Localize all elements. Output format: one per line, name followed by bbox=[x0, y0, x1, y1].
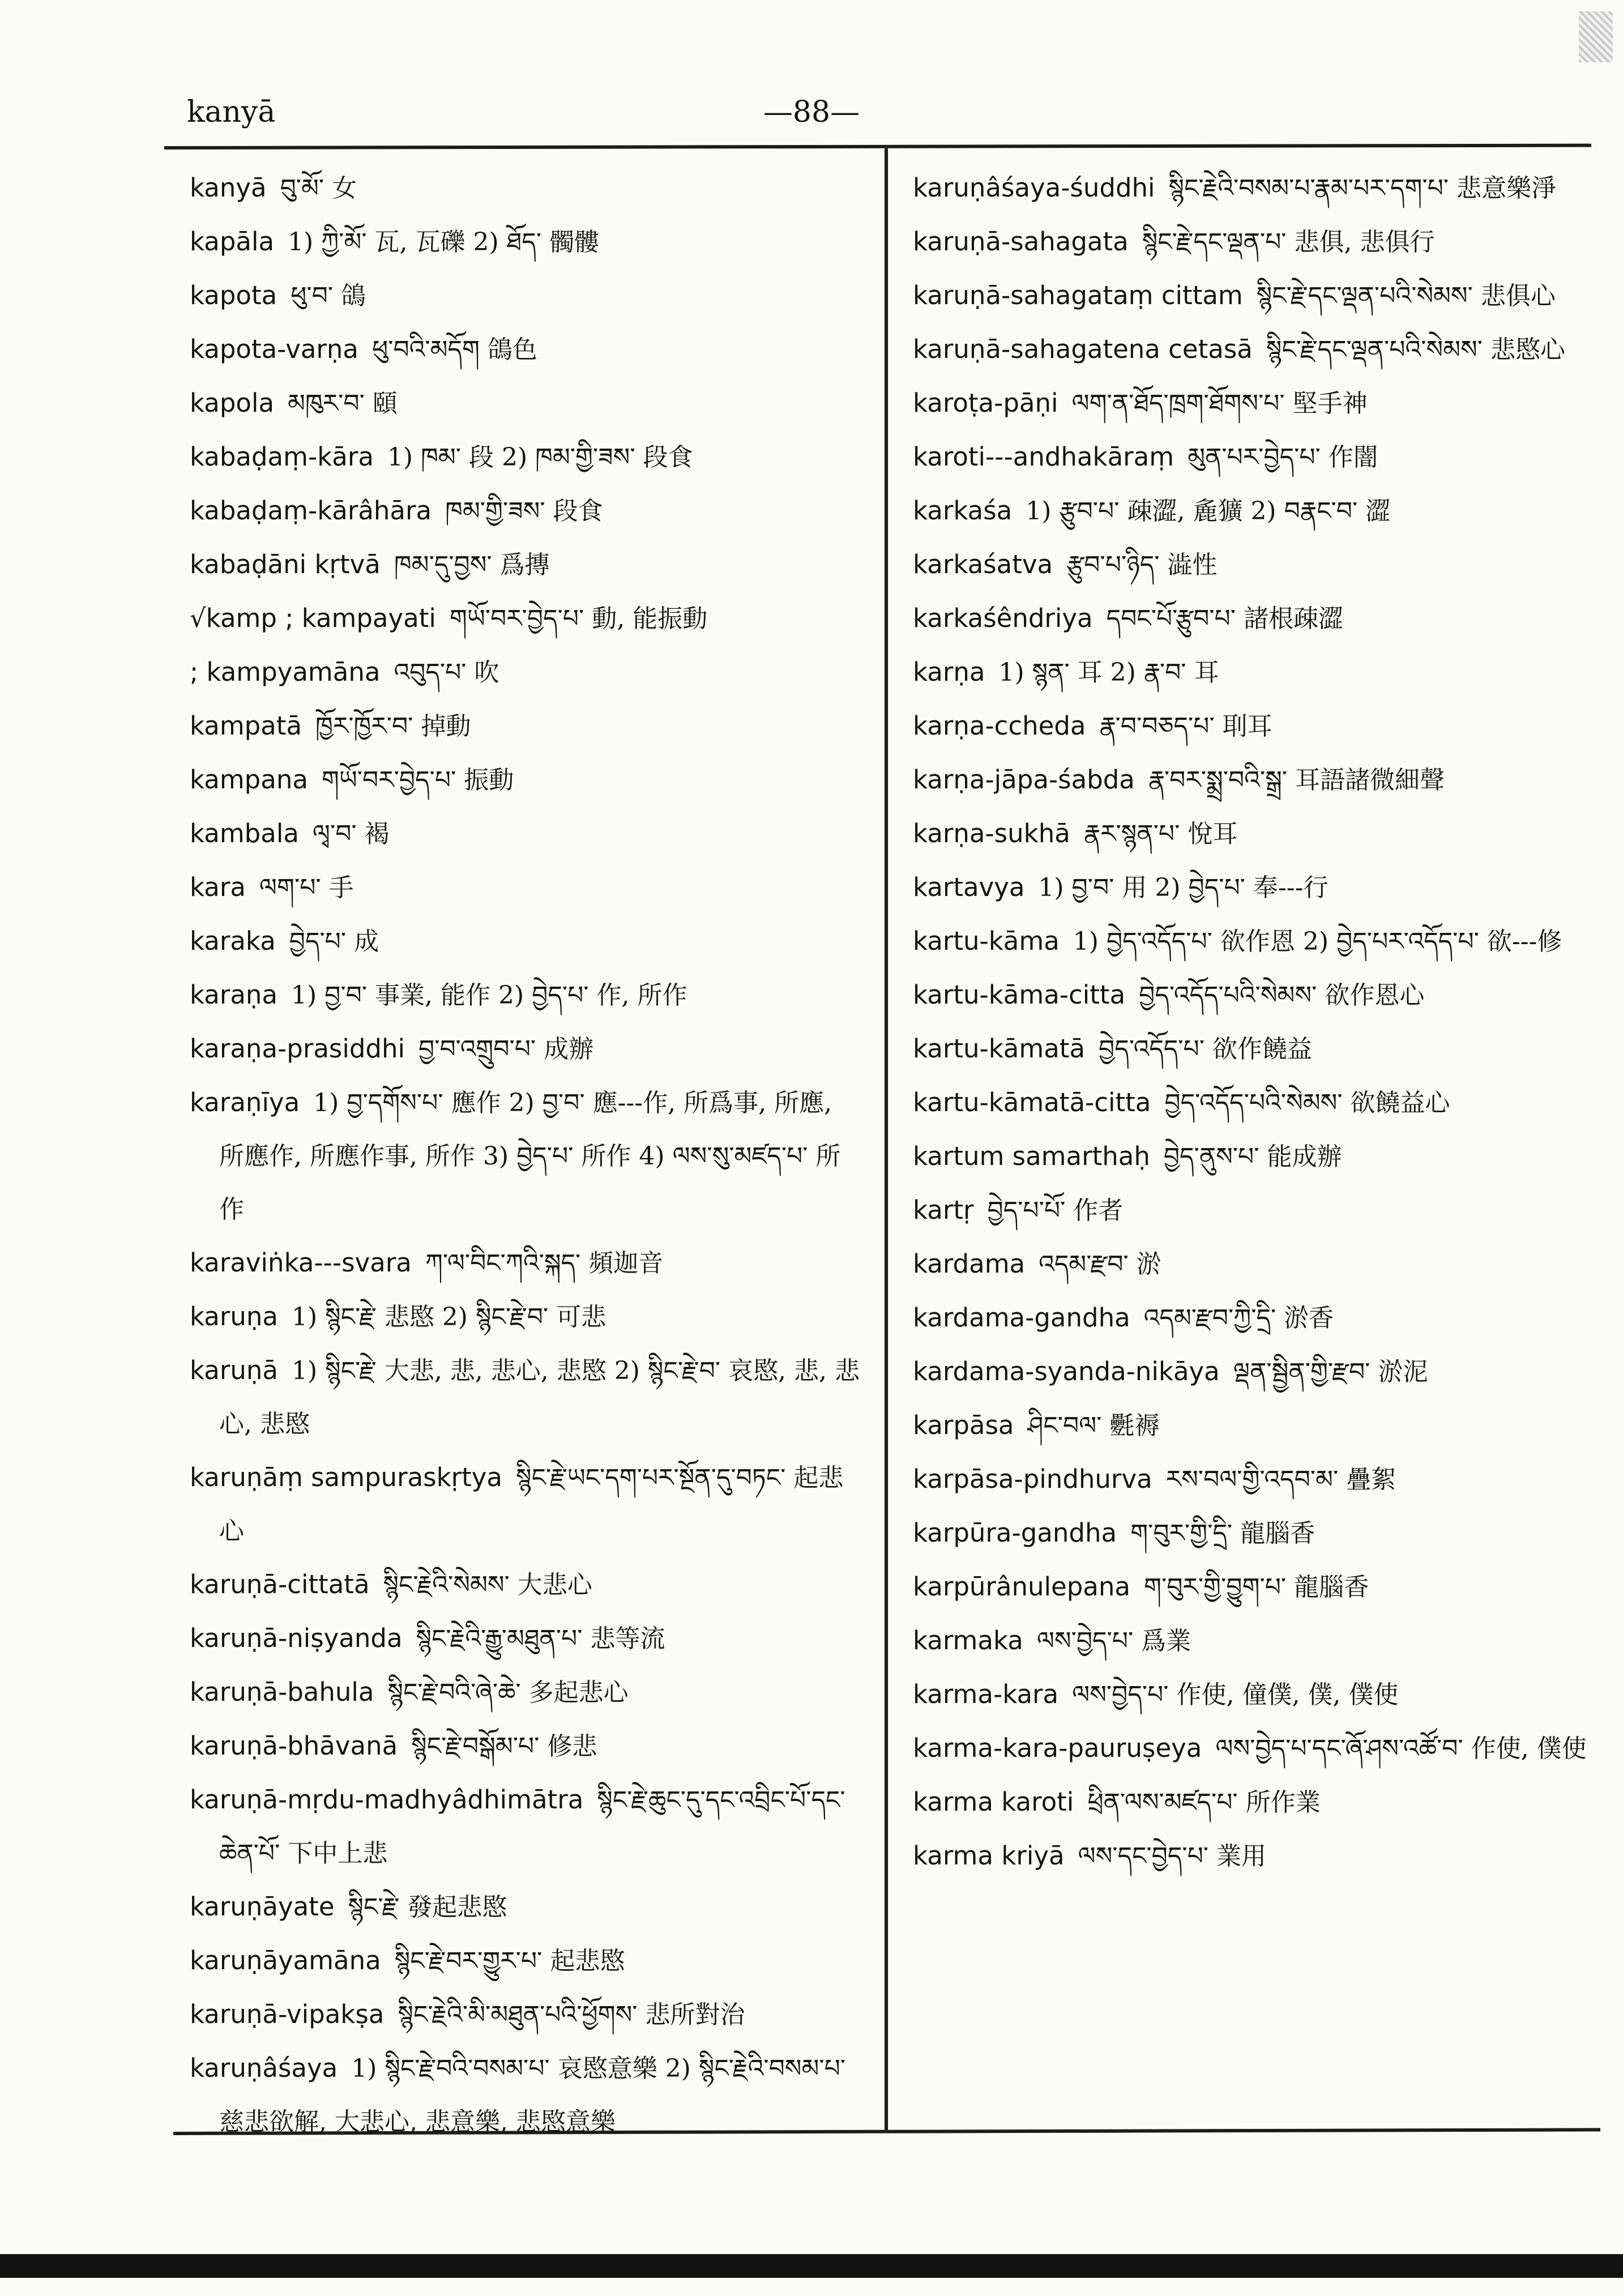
entry-definition: ཕུ་བའི་མདོག 鴿色 bbox=[372, 335, 537, 364]
entry-headword: karaka bbox=[190, 926, 276, 956]
entry-definition: གཡོ་བར་བྱེད་པ་ 動, 能振動 bbox=[449, 604, 708, 633]
entry-headword: kardama-syanda-nikāya bbox=[913, 1356, 1220, 1386]
entry-definition: ཁྱོར་ཁྱོར་བ་ 掉動 bbox=[315, 712, 471, 741]
entry-definition: འདམ་རྫབ་ཀྱི་དྲི་ 淤香 bbox=[1143, 1304, 1334, 1333]
entry-definition: 1) རྩུབ་པ་ 疎澀, 麁獷 2) བརྣང་བ་ 澀 bbox=[1026, 497, 1391, 526]
entry-definition: བྱེད་འདོད་པ་ 欲作饒益 bbox=[1099, 1035, 1312, 1064]
entry-headword: karuṇā-sahagatena cetasā bbox=[913, 334, 1253, 364]
entry-definition: བྱེད་འདོད་པའི་སེམས་ 欲作恩心 bbox=[1139, 981, 1425, 1010]
entry-headword: kardama-gandha bbox=[913, 1303, 1130, 1333]
entry-definition: ཕུ་བ་ 鴿 bbox=[291, 281, 366, 310]
dictionary-entry bbox=[190, 968, 864, 1022]
dictionary-entry bbox=[190, 1988, 864, 2042]
entry-definition: ཀ་ལ་བིང་ཀའི་སྐད་ 頻迦音 bbox=[425, 1249, 664, 1278]
dictionary-entry bbox=[190, 1076, 864, 1236]
entry-headword: karpāsa bbox=[913, 1410, 1014, 1440]
entry-headword: karoti---andhakāraṃ bbox=[913, 442, 1174, 472]
entry-definition: འབུད་པ་ 吹 bbox=[394, 658, 499, 687]
entry-definition: མཁུར་བ་ 頤 bbox=[288, 389, 398, 418]
dictionary-entry bbox=[190, 1451, 864, 1558]
entry-headword: kartṛ bbox=[913, 1195, 974, 1225]
entry-definition: 1) བྱེད་འདོད་པ་ 欲作恩 2) བྱེད་པར་འདོད་པ་ 欲---修 bbox=[1073, 927, 1562, 956]
entry-headword: ; kampyamāna bbox=[190, 657, 381, 687]
entry-headword: karṇa-jāpa-śabda bbox=[913, 765, 1135, 795]
entry-definition: འདམ་རྫབ་ 淤 bbox=[1039, 1250, 1161, 1279]
top-rule bbox=[164, 144, 1591, 150]
dictionary-entry bbox=[190, 1719, 864, 1773]
entry-definition: སྙིང་རྗེའི་བསམ་པ་རྣམ་པར་དག་པ་ 悲意樂淨 bbox=[1168, 174, 1557, 203]
dictionary-entry bbox=[913, 161, 1587, 215]
page-number: —88— bbox=[763, 95, 860, 129]
entry-headword: √kamp ; kampayati bbox=[190, 603, 436, 633]
entry-definition: 1) བྱ་བ་ 用 2) བྱེད་པ་ 奉---行 bbox=[1038, 873, 1329, 902]
entry-definition: དབང་པོ་རྩུབ་པ་ 諸根疎澀 bbox=[1106, 604, 1343, 633]
dictionary-entry bbox=[913, 269, 1587, 323]
entry-definition: ཕྲིན་ལས་མཛད་པ་ 所作業 bbox=[1087, 1788, 1321, 1817]
entry-definition: ག་བུར་གྱི་དྲི་ 龍腦香 bbox=[1130, 1519, 1316, 1548]
dictionary-entry bbox=[190, 753, 864, 807]
dictionary-entry bbox=[913, 377, 1587, 430]
scan-edge-bar bbox=[0, 2254, 1623, 2278]
entry-definition: 1) ཀྱི་མོ་ 瓦, 瓦礫 2) ཐོད་ 髑髏 bbox=[288, 228, 599, 257]
dictionary-entry bbox=[913, 699, 1587, 753]
entry-headword: kardama bbox=[913, 1249, 1026, 1279]
right-column bbox=[913, 161, 1587, 1883]
entry-definition: ལས་བྱེད་པ་ 爲業 bbox=[1036, 1627, 1191, 1655]
entry-definition: 1) སྙིང་རྗེ་ 悲愍 2) སྙིང་རྗེ་བ་ 可悲 bbox=[291, 1303, 607, 1331]
entry-definition: རྩུབ་པ་ཉིད་ 澁性 bbox=[1066, 550, 1218, 579]
entry-headword: karpūra-gandha bbox=[913, 1518, 1117, 1548]
entry-headword: karaṇīya bbox=[190, 1087, 300, 1117]
dictionary-entry bbox=[913, 646, 1587, 699]
entry-definition: སྙིང་རྗེའི་རྒྱུ་མཐུན་པ་ 悲等流 bbox=[416, 1624, 665, 1653]
entry-headword: kampana bbox=[190, 765, 308, 795]
dictionary-entry bbox=[913, 323, 1587, 377]
entry-definition: 1) སྙིང་རྗེ་བའི་བསམ་པ་ 哀愍意樂 2) སྙིང་རྗེའི་བསམ་པ་ 慈悲欲解, 大悲心, 悲意樂, 悲愍意樂 bbox=[219, 2054, 846, 2136]
entry-definition: ལས་བྱེད་པ་ 作使, 僮僕, 僕, 僕使 bbox=[1072, 1680, 1399, 1709]
dictionary-entry bbox=[913, 1453, 1587, 1507]
dictionary-entry bbox=[913, 215, 1587, 269]
dictionary-entry bbox=[190, 1236, 864, 1290]
entry-headword: kapota-varṇa bbox=[190, 334, 358, 364]
entry-headword: karuṇā-niṣyanda bbox=[190, 1623, 403, 1653]
entry-headword: kapota bbox=[190, 280, 277, 310]
dictionary-entry bbox=[913, 1345, 1587, 1399]
entry-definition: སྙིང་རྗེའི་སེམས་ 大悲心 bbox=[383, 1571, 592, 1599]
entry-definition: སྙིང་རྗེ་ཆུང་དུ་དང་འབྲིང་པོ་དང་ཆེན་པོ་ 下中上悲 bbox=[219, 1786, 845, 1868]
dictionary-entry bbox=[913, 1776, 1587, 1829]
entry-definition: རྣར་སྙན་པ་ 悅耳 bbox=[1083, 820, 1238, 848]
entry-headword: karuṇā-vipakṣa bbox=[190, 1999, 385, 2029]
entry-headword: karpūrânulepana bbox=[913, 1572, 1130, 1602]
running-head: kanyā bbox=[187, 95, 276, 129]
entry-headword: kartu-kāmatā bbox=[913, 1034, 1086, 1064]
dictionary-entry bbox=[190, 430, 864, 484]
dictionary-entry bbox=[190, 592, 864, 646]
dictionary-entry bbox=[913, 1237, 1587, 1291]
entry-definition: ག་བུར་གྱི་བྱུག་པ་ 龍腦香 bbox=[1143, 1573, 1369, 1602]
entry-headword: kapola bbox=[190, 388, 275, 418]
dictionary-entry bbox=[913, 1184, 1587, 1237]
entry-headword: karuṇā bbox=[190, 1355, 278, 1385]
dictionary-entry bbox=[913, 861, 1587, 915]
dictionary-entry bbox=[190, 377, 864, 430]
entry-definition: སྙིང་རྗེ་ཡང་དག་པར་སྔོན་དུ་བཏང་ 起悲心 bbox=[219, 1463, 844, 1546]
dictionary-entry bbox=[190, 538, 864, 592]
dictionary-entry bbox=[190, 1773, 864, 1880]
entry-definition: གཡོ་བར་བྱེད་པ་ 振動 bbox=[321, 766, 514, 795]
entry-headword: karuṇā-sahagata bbox=[913, 227, 1129, 257]
dictionary-entry bbox=[913, 1614, 1587, 1668]
dictionary-entry bbox=[190, 1666, 864, 1719]
entry-headword: karkaśatva bbox=[913, 549, 1053, 579]
entry-headword: karuṇā-mṛdu-madhyâdhimātra bbox=[190, 1785, 584, 1815]
dictionary-entry bbox=[913, 592, 1587, 646]
entry-definition: བྱ་བ་འགྲུབ་པ་ 成辦 bbox=[418, 1035, 594, 1064]
entry-definition: བྱེད་འདོད་པའི་སེམས་ 欲饒益心 bbox=[1164, 1089, 1450, 1117]
entry-headword: karuṇā-sahagataṃ cittam bbox=[913, 280, 1243, 310]
dictionary-entry bbox=[913, 807, 1587, 861]
dictionary-entry bbox=[190, 861, 864, 915]
entry-headword: karaviṅka---svara bbox=[190, 1248, 412, 1278]
entry-headword: karma-kara-pauruṣeya bbox=[913, 1733, 1202, 1763]
entry-headword: karma kriyā bbox=[913, 1841, 1065, 1871]
entry-definition: ལག་ན་ཐོད་ཁྲག་ཐོགས་པ་ 堅手神 bbox=[1071, 389, 1368, 418]
entry-headword: kartum samarthaḥ bbox=[913, 1141, 1150, 1171]
entry-definition: བྱེད་ནུས་པ་ 能成辦 bbox=[1163, 1142, 1342, 1171]
entry-definition: སྙིང་རྗེ་དང་ལྡན་པའི་སེམས་ 悲俱心 bbox=[1256, 281, 1556, 310]
entry-definition: སྙིང་རྗེ་དང་ལྡན་པའི་སེམས་ 悲愍心 bbox=[1266, 335, 1565, 364]
entry-headword: kapāla bbox=[190, 227, 275, 257]
entry-definition: ལས་བྱེད་པ་དང་ཞོ་ཤས་འཚོ་བ་ 作使, 僕使 bbox=[1215, 1734, 1587, 1763]
entry-definition: ལག་པ་ 手 bbox=[259, 873, 354, 902]
dictionary-entry bbox=[190, 1880, 864, 1934]
entry-headword: kara bbox=[190, 872, 246, 902]
dictionary-entry bbox=[913, 430, 1587, 484]
entry-definition: མུན་པར་བྱེད་པ་ 作闇 bbox=[1188, 443, 1378, 472]
entry-headword: karaṇa-prasiddhi bbox=[190, 1034, 405, 1064]
entry-definition: སྙིང་རྗེ་བསྒོམ་པ་ 修悲 bbox=[411, 1732, 597, 1761]
entry-headword: kartu-kāma bbox=[913, 926, 1060, 956]
dictionary-entry bbox=[913, 1022, 1587, 1076]
entry-definition: སྙིང་རྗེ་དང་ལྡན་པ་ 悲俱, 悲俱行 bbox=[1142, 228, 1435, 257]
dictionary-entry bbox=[190, 699, 864, 753]
dictionary-entry bbox=[913, 915, 1587, 968]
entry-definition: སྙིང་རྗེ་བར་གྱུར་པ་ 起悲愍 bbox=[394, 1947, 625, 1975]
dictionary-entry bbox=[190, 1022, 864, 1076]
entry-definition: 1) བྱ་བ་ 事業, 能作 2) བྱེད་པ་ 作, 所作 bbox=[291, 981, 687, 1010]
entry-headword: karpāsa-pindhurva bbox=[913, 1464, 1152, 1494]
column-divider bbox=[885, 148, 888, 2131]
entry-definition: ཁམ་གྱི་ཟས་ 段食 bbox=[445, 497, 603, 526]
entry-definition: 1) སྙན་ 耳 2) རྣ་བ་ 耳 bbox=[998, 658, 1219, 687]
dictionary-entry bbox=[913, 538, 1587, 592]
entry-headword: karmaka bbox=[913, 1625, 1023, 1655]
entry-headword: karma-kara bbox=[913, 1679, 1059, 1709]
dictionary-entry bbox=[913, 753, 1587, 807]
entry-definition: བུ་མོ་ 女 bbox=[280, 174, 357, 203]
dictionary-entry bbox=[913, 1722, 1587, 1776]
entry-headword: kambala bbox=[190, 818, 299, 848]
entry-definition: སྙིང་རྗེ་ 發起悲愍 bbox=[348, 1893, 507, 1922]
entry-headword: karkaśa bbox=[913, 496, 1013, 526]
entry-headword: kartavya bbox=[913, 872, 1025, 902]
scan-corner-artifact bbox=[1579, 11, 1613, 62]
entry-definition: ལྭ་བ་ 褐 bbox=[312, 820, 390, 848]
entry-headword: karuṇa bbox=[190, 1301, 278, 1331]
dictionary-entry bbox=[913, 1399, 1587, 1453]
entry-headword: karuṇā-bahula bbox=[190, 1677, 374, 1707]
entry-headword: kabaḍaṃ-kāra bbox=[190, 442, 374, 472]
dictionary-entry bbox=[190, 915, 864, 968]
dictionary-entry bbox=[913, 484, 1587, 538]
entry-definition: ཁམ་དུ་བྱས་ 爲摶 bbox=[394, 550, 550, 579]
dictionary-entry bbox=[190, 1344, 864, 1451]
entry-definition: 1) ཁམ་ 段 2) ཁམ་གྱི་ཟས་ 段食 bbox=[387, 443, 693, 472]
left-column bbox=[190, 161, 864, 2149]
entry-definition: བྱེད་པ་པོ་ 作者 bbox=[987, 1196, 1124, 1225]
entry-definition: ལས་དང་བྱེད་པ་ 業用 bbox=[1078, 1842, 1267, 1871]
dictionary-entry bbox=[913, 1291, 1587, 1345]
dictionary-entry bbox=[190, 1558, 864, 1612]
dictionary-entry bbox=[190, 1290, 864, 1344]
entry-headword: kabaḍaṃ-kārâhāra bbox=[190, 496, 432, 526]
dictionary-entry bbox=[190, 2042, 864, 2149]
dictionary-entry bbox=[190, 323, 864, 377]
entry-headword: karuṇāyamāna bbox=[190, 1945, 381, 1975]
entry-headword: karuṇâśaya bbox=[190, 2053, 338, 2083]
dictionary-entry bbox=[190, 269, 864, 323]
entry-headword: karaṇa bbox=[190, 980, 278, 1010]
entry-headword: karkaśêndriya bbox=[913, 603, 1093, 633]
entry-headword: karuṇâśaya-śuddhi bbox=[913, 173, 1155, 203]
entry-headword: karṇa bbox=[913, 657, 985, 687]
dictionary-entry bbox=[190, 161, 864, 215]
dictionary-entry bbox=[913, 1668, 1587, 1722]
entry-headword: kabaḍāni kṛtvā bbox=[190, 549, 381, 579]
dictionary-entry bbox=[190, 215, 864, 269]
entry-headword: karṇa-sukhā bbox=[913, 818, 1070, 848]
entry-definition: རྣ་བ་བཅད་པ་ 刵耳 bbox=[1099, 712, 1272, 741]
entry-definition: བྱེད་པ་ 成 bbox=[289, 927, 379, 956]
dictionary-entry bbox=[913, 1076, 1587, 1130]
dictionary-entry bbox=[913, 1130, 1587, 1184]
entry-definition: རྣ་བར་སྨྲ་བའི་སྒྲ་ 耳語諸微細聲 bbox=[1148, 766, 1445, 795]
entry-headword: kanyā bbox=[190, 173, 267, 203]
dictionary-entry bbox=[190, 1612, 864, 1666]
dictionary-entry bbox=[913, 1560, 1587, 1614]
entry-headword: karṇa-ccheda bbox=[913, 711, 1086, 741]
entry-headword: karuṇāṃ sampuraskṛtya bbox=[190, 1462, 502, 1492]
entry-definition: སྙིང་རྗེའི་མི་མཐུན་པའི་ཕྱོགས་ 悲所對治 bbox=[398, 2000, 745, 2029]
entry-headword: karoṭa-pāṇi bbox=[913, 388, 1058, 418]
entry-headword: kartu-kāma-citta bbox=[913, 980, 1126, 1010]
dictionary-entry bbox=[190, 484, 864, 538]
dictionary-entry bbox=[190, 646, 864, 699]
entry-definition: རས་བལ་གྱི་འདབ་མ་ 疊絮 bbox=[1165, 1465, 1396, 1494]
entry-definition: 1) བྱ་དགོས་པ་ 應作 2) བྱ་བ་ 應---作, 所爲事, 所應, 所應作, 所應作事, 所作 3) བྱེད་པ་ 所作 4) ལས་སུ་མཛད་པ་ 所作 bbox=[219, 1089, 841, 1224]
dictionary-entry bbox=[913, 968, 1587, 1022]
entry-headword: kartu-kāmatā-citta bbox=[913, 1087, 1151, 1117]
entry-definition: སྙིང་རྗེ་བའི་ཞེ་ཆེ་ 多起悲心 bbox=[387, 1678, 629, 1707]
dictionary-entry bbox=[913, 1829, 1587, 1883]
entry-definition: 1) སྙིང་རྗེ་ 大悲, 悲, 悲心, 悲愍 2) སྙིང་རྗེ་བ་ 哀愍, 悲, 悲心, 悲愍 bbox=[219, 1356, 860, 1439]
entry-headword: karma karoti bbox=[913, 1787, 1074, 1817]
entry-headword: karuṇāyate bbox=[190, 1892, 335, 1922]
dictionary-entry bbox=[190, 1934, 864, 1988]
entry-definition: ལྡན་སྦྱིན་གྱི་རྫབ་ 淤泥 bbox=[1233, 1358, 1428, 1386]
dictionary-entry bbox=[190, 807, 864, 861]
entry-definition: ཤིང་བལ་ 氎褥 bbox=[1027, 1411, 1160, 1440]
dictionary-entry bbox=[913, 1507, 1587, 1560]
entry-headword: karuṇā-cittatā bbox=[190, 1569, 370, 1599]
entry-headword: kampatā bbox=[190, 711, 302, 741]
entry-headword: karuṇā-bhāvanā bbox=[190, 1731, 398, 1761]
